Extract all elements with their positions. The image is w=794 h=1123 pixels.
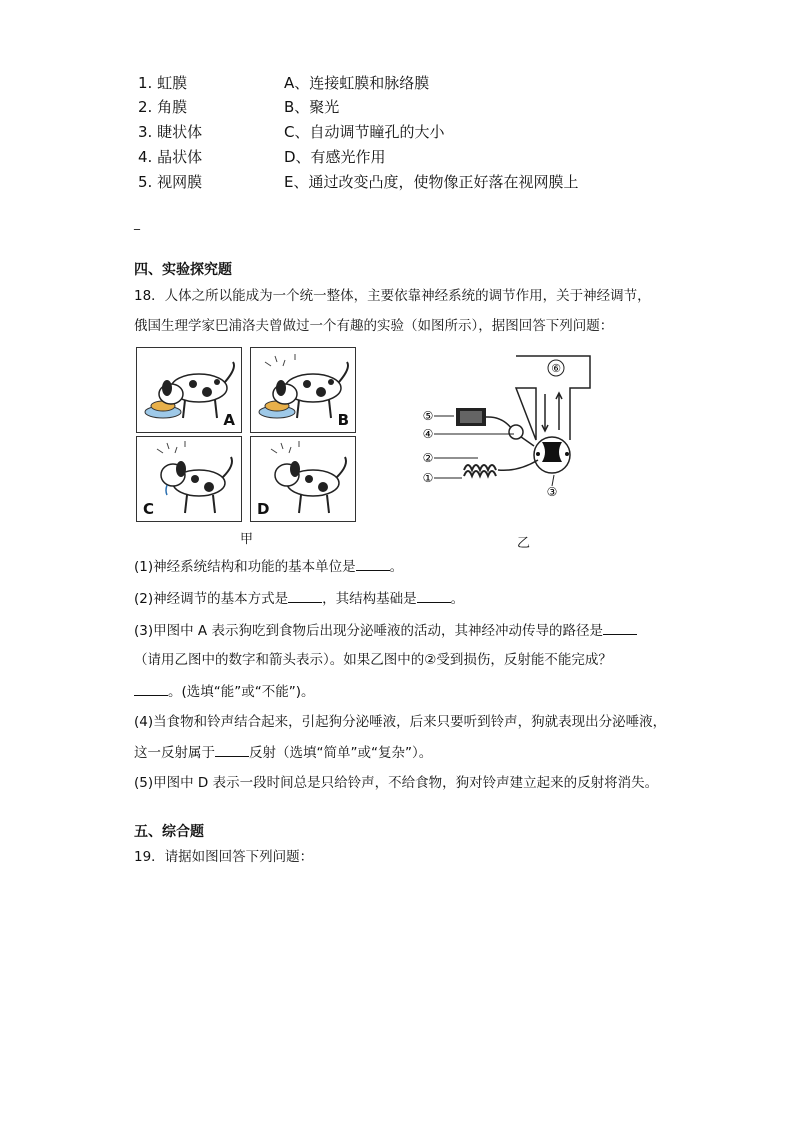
- answer-blank[interactable]: [215, 742, 249, 757]
- sub-question-2: (2)神经调节的基本方式是 ，其结构基础是 。: [134, 588, 464, 609]
- diagram-label-4: ④: [422, 427, 434, 441]
- answer-blank[interactable]: [288, 588, 322, 603]
- question-intro: 18．人体之所以能成为一个统一整体，主要依靠神经系统的调节作用，关于神经调节，: [134, 288, 651, 304]
- section-title: 四、实验探究题: [134, 262, 232, 278]
- matching-function: C、自动调节瞳孔的大小: [284, 123, 445, 141]
- panel-label: D: [257, 500, 270, 518]
- diagram-label-2: ②: [422, 451, 434, 465]
- panel-label: B: [337, 411, 349, 429]
- dog-panel-c: [136, 436, 242, 522]
- matching-function: B、聚光: [284, 98, 340, 116]
- sub-question-4-cont: 这一反射属于 反射（选填“简单”或“复杂”）。: [134, 742, 432, 763]
- sub-question-3: (3)甲图中 A 表示狗吃到食物后出现分泌唾液的活动，其神经冲动传导的路径是: [134, 620, 637, 641]
- dog-panel-b: [250, 347, 356, 433]
- diagram-label-3: ③: [546, 485, 558, 499]
- answer-blank[interactable]: [603, 620, 637, 635]
- dog-panel-a: [136, 347, 242, 433]
- matching-term: 3. 睫状体: [138, 123, 203, 141]
- sub-question-3-cont: 。(选填“能”或“不能”)。: [134, 681, 315, 702]
- answer-blank[interactable]: [134, 681, 168, 696]
- reflex-arc-diagram: [418, 350, 598, 500]
- panel-label: C: [143, 500, 155, 518]
- section-title: 五、综合题: [134, 824, 204, 840]
- sub-question-5: (5)甲图中 D 表示一段时间总是只给铃声，不给食物，狗对铃声建立起来的反射将消失。: [134, 775, 659, 791]
- stray-mark: _: [134, 216, 140, 230]
- figure-caption-jia: 甲: [240, 532, 254, 547]
- sub-question-4: (4)当食物和铃声结合起来，引起狗分泌唾液，后来只要听到铃声，狗就表现出分泌唾液，: [134, 714, 667, 730]
- diagram-label-1: ①: [422, 471, 434, 485]
- panel-label: A: [223, 411, 235, 429]
- figure-caption-yi: 乙: [517, 536, 531, 551]
- question-19: 19．请据如图回答下列问题：: [134, 849, 314, 865]
- matching-term: 2. 角膜: [138, 98, 188, 116]
- diagram-label-6: ⑥: [551, 362, 561, 375]
- matching-term: 5. 视网膜: [138, 173, 203, 191]
- matching-term: 1. 虹膜: [138, 74, 188, 92]
- question-intro: 俄国生理学家巴浦洛夫曾做过一个有趣的实验（如图所示），据图回答下列问题：: [134, 318, 614, 334]
- sub-question-1: (1)神经系统结构和功能的基本单位是 。: [134, 556, 403, 577]
- matching-function: A、连接虹膜和脉络膜: [284, 74, 430, 92]
- dog-panel-d: [250, 436, 356, 522]
- matching-term: 4. 晶状体: [138, 148, 203, 166]
- answer-blank[interactable]: [417, 588, 451, 603]
- matching-function: D、有感光作用: [284, 148, 386, 166]
- sub-question-3-cont: （请用乙图中的数字和箭头表示）。如果乙图中的②受到损伤，反射能不能完成？: [134, 652, 612, 668]
- matching-function: E、通过改变凸度，使物像正好落在视网膜上: [284, 173, 579, 191]
- diagram-label-5: ⑤: [422, 409, 434, 423]
- answer-blank[interactable]: [356, 556, 390, 571]
